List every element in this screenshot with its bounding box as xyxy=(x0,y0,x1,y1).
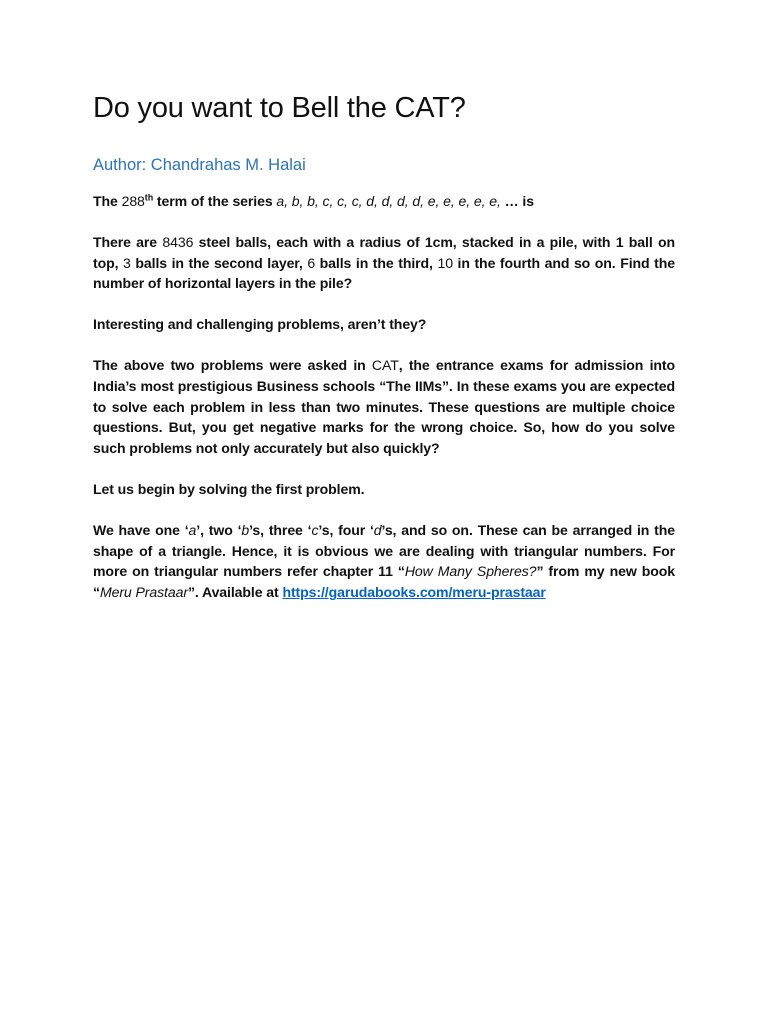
p6-var-b: b xyxy=(241,521,250,538)
author-line: Author: Chandrahas M. Halai xyxy=(93,156,306,174)
book-link[interactable]: https://garudabooks.com/meru-prastaar xyxy=(282,584,546,601)
p2-number-3: 6 xyxy=(307,254,316,271)
p6-var-c: c xyxy=(311,521,319,538)
p4-text-b: , the entrance exams for admission into India’s most prestigious Business schools “The IIMs”. In these exams you are expected to solve each problem in less than two minutes. These questions are multiple choice questions. But, you get negative marks for the wrong choice. So, how do you solve such problems not only accurately but also quickly? xyxy=(93,356,676,457)
p1-series: a, b, b, c, c, c, d, d, d, d, e, e, e, e, e, xyxy=(276,193,501,209)
p2-text-e: in the fourth and so on. Find the number of horizontal layers in the pile? xyxy=(93,254,675,292)
p6-text-d: ’s, four ‘ xyxy=(318,521,374,538)
p2-number-2: 3 xyxy=(123,254,131,271)
p2-text-b: steel balls, each with a radius of 1cm, stacked in a pile, with 1 ball on top, xyxy=(93,233,675,271)
p2-text-c: balls in the second layer, xyxy=(130,254,308,271)
interesting-paragraph: Interesting and challenging problems, aren’t they? xyxy=(93,316,427,333)
p6-text-g: ”. Available at xyxy=(187,584,283,601)
p1-text-a: The xyxy=(93,193,122,209)
p1-superscript: th xyxy=(144,192,154,203)
p6-var-d: d xyxy=(373,521,382,538)
p2-number-1: 8436 xyxy=(162,233,194,250)
p6-text-a: We have one ‘ xyxy=(93,521,189,538)
triangular-paragraph xyxy=(93,520,675,603)
p6-chapter-title: How Many Spheres? xyxy=(404,563,537,580)
p1-text-c: … is xyxy=(500,193,534,209)
p2-text-d: balls in the third, xyxy=(315,254,438,271)
p6-text-f: ” from my new book “ xyxy=(93,563,675,601)
p6-text-e: ’s, and so on. These can be arranged in the shape of a triangle. Hence, it is obvious we are dealing with triangular numbers. For more on triangular numbers refer chapter 11 “ xyxy=(93,521,675,580)
cat-explanation-paragraph xyxy=(93,355,675,459)
p6-book-title: Meru Prastaar xyxy=(99,584,188,601)
problem-2-paragraph xyxy=(93,232,675,294)
p4-text-a: The above two problems were asked in xyxy=(93,356,372,373)
begin-paragraph: Let us begin by solving the first problem. xyxy=(93,480,365,497)
p6-text-b: ’, two ‘ xyxy=(196,521,242,538)
document-page xyxy=(93,88,675,603)
problem-1-paragraph xyxy=(93,191,675,212)
p1-text-b: term of the series xyxy=(153,193,277,209)
p1-number: 288 xyxy=(121,193,145,209)
p4-cat: CAT xyxy=(371,356,399,373)
p6-var-a: a xyxy=(188,521,197,538)
p2-text-a: There are xyxy=(93,233,163,250)
document-title: Do you want to Bell the CAT? xyxy=(93,92,466,124)
p2-number-4: 10 xyxy=(437,254,453,271)
p6-text-c: ’s, three ‘ xyxy=(249,521,312,538)
